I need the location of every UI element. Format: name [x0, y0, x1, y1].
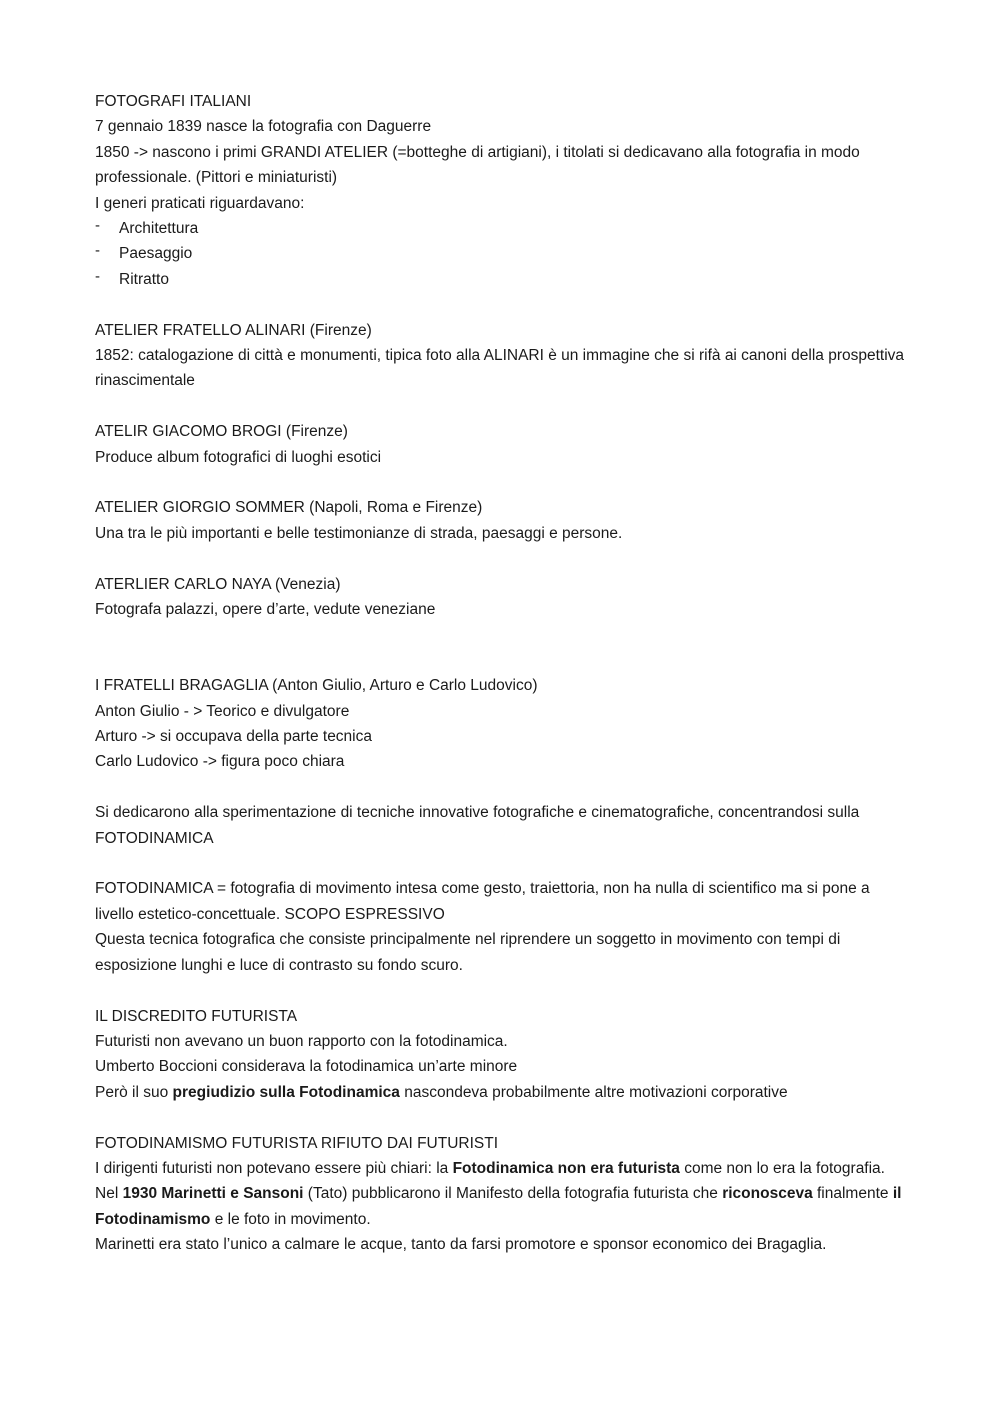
bold-text-run: Fotodinamica non era futurista	[452, 1159, 680, 1177]
bold-text-run: riconosceva	[722, 1185, 813, 1203]
section-title-bragaglia: I FRATELLI BRAGAGLIA (Anton Giulio, Arturo e Carlo Ludovico)	[95, 677, 538, 695]
text-run: e le foto in movimento.	[210, 1210, 371, 1228]
text-run: Nel	[95, 1185, 123, 1203]
paragraph	[95, 1156, 910, 1181]
dash-bullet: -	[95, 217, 100, 235]
paragraph: Produce album fotografici di luoghi esotici	[95, 448, 382, 466]
genres-list	[95, 216, 910, 292]
dash-bullet: -	[95, 242, 100, 260]
paragraph: Anton Giulio - > Teorico e divulgatore	[95, 702, 350, 720]
list-item-text: Paesaggio	[119, 245, 193, 263]
text-run: nascondeva probabilmente altre motivazioni corporative	[399, 1083, 788, 1101]
paragraph: 1852: catalogazione di città e monumenti, tipica foto alla ALINARI è un immagine che si rifà ai canoni della prospettiva rinascimentale	[95, 347, 905, 390]
spacer	[95, 292, 910, 317]
paragraph: Questa tecnica fotografica che consiste principalmente nel riprendere un soggetto in movimento con tempi di esposizione lunghi e luce di contrasto su fondo scuro.	[95, 931, 841, 974]
section-title-brogi: ATELIR GIACOMO BROGI (Firenze)	[95, 423, 348, 441]
paragraph: Carlo Ludovico -> figura poco chiara	[95, 753, 345, 771]
spacer	[95, 978, 910, 1003]
paragraph: Si dedicarono alla sperimentazione di tecniche innovative fotografiche e cinematografiche, concentrandosi sulla FOTODINAMICA	[95, 804, 860, 847]
spacer	[95, 851, 910, 876]
section-title-fotografi-italiani: FOTOGRAFI ITALIANI	[95, 93, 252, 110]
paragraph: Una tra le più importanti e belle testimonianze di strada, paesaggi e persone.	[95, 524, 623, 542]
paragraph: I generi praticati riguardavano:	[95, 194, 305, 212]
spacer	[95, 546, 910, 571]
paragraph	[95, 1181, 910, 1232]
list-item	[95, 216, 910, 241]
section-title-naya: ATERLIER CARLO NAYA (Venezia)	[95, 575, 341, 593]
spacer	[95, 622, 910, 673]
list-item	[95, 241, 910, 266]
paragraph: Umberto Boccioni considerava la fotodinamica un’arte minore	[95, 1058, 518, 1076]
document-body	[95, 89, 910, 1258]
spacer	[95, 775, 910, 800]
paragraph: Marinetti era stato l’unico a calmare le acque, tanto da farsi promotore e sponsor economico dei Bragaglia.	[95, 1236, 827, 1254]
section-title-fotodinamismo: FOTODINAMISMO FUTURISTA RIFIUTO DAI FUTURISTI	[95, 1134, 498, 1152]
list-item-text: Architettura	[119, 220, 199, 238]
list-item-text: Ritratto	[119, 270, 169, 288]
spacer	[95, 470, 910, 495]
section-title-alinari: ATELIER FRATELLO ALINARI (Firenze)	[95, 321, 372, 339]
bold-text-run: pregiudizio sulla Fotodinamica	[172, 1083, 400, 1101]
section-title-discredito: IL DISCREDITO FUTURISTA	[95, 1007, 298, 1025]
bold-text-run: 1930 Marinetti e Sansoni	[122, 1185, 304, 1203]
paragraph	[95, 1080, 910, 1105]
bold-text-run: il Fotodinamismo	[95, 1185, 902, 1228]
text-run: Però il suo	[95, 1083, 173, 1101]
text-run: finalmente	[812, 1185, 893, 1203]
text-run: come non lo era la fotografia.	[679, 1159, 885, 1177]
definition-fotodinamica: FOTODINAMICA = fotografia di movimento intesa come gesto, traiettoria, non ha nulla di scientifico ma si pone a livello estetico-concettuale. SCOPO ESPRESSIVO	[95, 880, 870, 923]
paragraph: Fotografa palazzi, opere d’arte, vedute veneziane	[95, 601, 436, 619]
dash-bullet: -	[95, 267, 100, 285]
paragraph: Arturo -> si occupava della parte tecnica	[95, 728, 372, 746]
section-title-sommer: ATELIER GIORGIO SOMMER (Napoli, Roma e Firenze)	[95, 499, 483, 517]
text-run: I dirigenti futuristi non potevano essere più chiari: la	[95, 1159, 453, 1177]
spacer	[95, 1105, 910, 1130]
paragraph: 7 gennaio 1839 nasce la fotografia con Daguerre	[95, 118, 432, 136]
list-item	[95, 267, 910, 292]
paragraph: 1850 -> nascono i primi GRANDI ATELIER (=botteghe di artigiani), i titolati si dedicavano alla fotografia in modo professionale. (Pittori e miniaturisti)	[95, 143, 860, 187]
paragraph: Futuristi non avevano un buon rapporto con la fotodinamica.	[95, 1032, 508, 1050]
text-run: (Tato) pubblicarono il Manifesto della fotografia futurista che	[303, 1185, 723, 1203]
spacer	[95, 394, 910, 419]
